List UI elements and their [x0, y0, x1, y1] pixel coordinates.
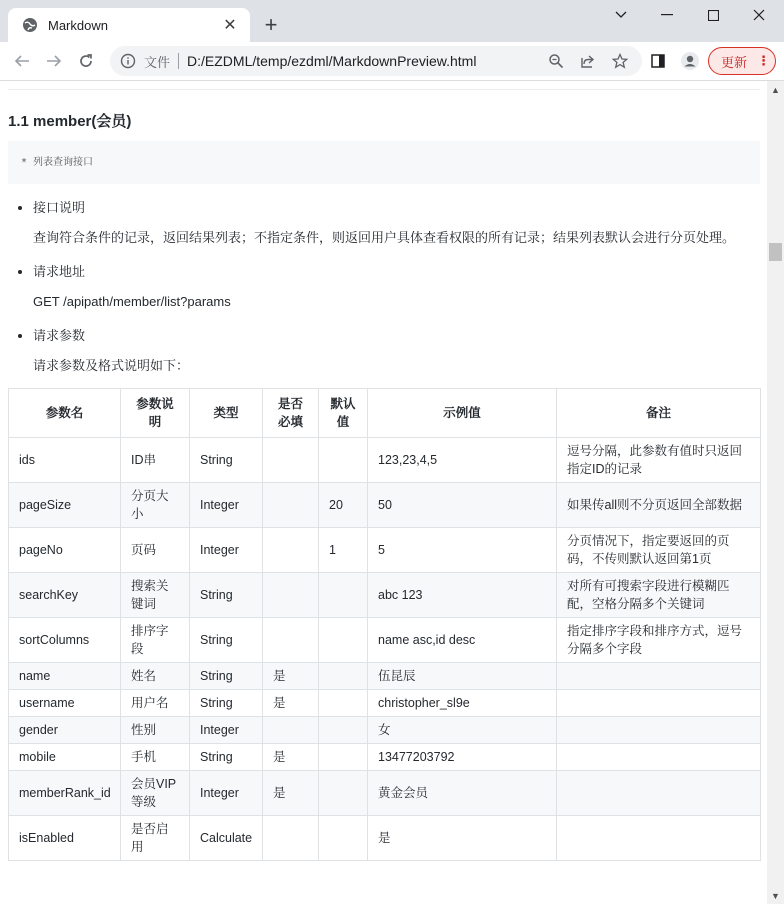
list-item-body: 请求参数及格式说明如下：	[33, 358, 190, 373]
cell-required: 是	[263, 744, 319, 771]
cell-remark: 逗号分隔，此参数有值时只返回指定ID的记录	[557, 438, 761, 483]
cell-default	[319, 816, 368, 861]
cell-remark	[557, 744, 761, 771]
cell-desc: 分页大小	[121, 483, 190, 528]
cell-required: 是	[263, 663, 319, 690]
cell-desc: 是否启用	[121, 816, 190, 861]
browser-toolbar	[0, 42, 784, 81]
tab-title: Markdown	[48, 17, 108, 33]
cell-required: 是	[263, 771, 319, 816]
cell-desc: 排序字段	[121, 618, 190, 663]
header-type: 类型	[190, 389, 263, 438]
cell-required	[263, 483, 319, 528]
omnibox-divider	[178, 53, 179, 69]
cell-type: Integer	[190, 771, 263, 816]
reload-icon[interactable]	[72, 47, 100, 75]
back-arrow-icon[interactable]	[8, 47, 36, 75]
cell-example: 13477203792	[368, 744, 557, 771]
cell-example: abc 123	[368, 573, 557, 618]
cell-type: Integer	[190, 483, 263, 528]
tab-strip	[0, 0, 784, 42]
bookmark-star-icon[interactable]	[610, 51, 630, 71]
table-row	[9, 573, 761, 618]
header-remark: 备注	[557, 389, 761, 438]
cell-name: username	[9, 690, 121, 717]
globe-icon	[22, 17, 38, 33]
cell-type: Integer	[190, 717, 263, 744]
cell-type: String	[190, 663, 263, 690]
section-title: 1.1 member(会员)	[8, 113, 132, 130]
table-row	[9, 438, 761, 483]
profile-avatar-icon[interactable]	[680, 51, 700, 71]
url-scheme-label: 文件	[144, 54, 171, 70]
cell-remark: 如果传all则不分页返回全部数据	[557, 483, 761, 528]
forward-arrow-icon[interactable]	[40, 47, 68, 75]
cell-required: 是	[263, 690, 319, 717]
cell-type: String	[190, 438, 263, 483]
cell-desc: 性别	[121, 717, 190, 744]
zoom-icon[interactable]	[546, 51, 566, 71]
code-block	[8, 141, 760, 184]
list-item-body: GET /apipath/member/list?params	[33, 294, 231, 309]
table-row	[9, 528, 761, 573]
markdown-content	[8, 81, 760, 861]
window-close-icon[interactable]	[736, 0, 782, 30]
cell-default	[319, 771, 368, 816]
cell-default	[319, 690, 368, 717]
table-row	[9, 483, 761, 528]
cell-remark	[557, 816, 761, 861]
update-button[interactable]	[708, 47, 776, 75]
cell-default	[319, 744, 368, 771]
cell-required	[263, 816, 319, 861]
page-viewport	[0, 81, 767, 904]
cell-type: String	[190, 690, 263, 717]
cell-required	[263, 528, 319, 573]
cell-desc: 用户名	[121, 690, 190, 717]
cell-example: 50	[368, 483, 557, 528]
cell-example: 123,23,4,5	[368, 438, 557, 483]
scrollbar-thumb[interactable]	[769, 243, 782, 261]
cell-remark	[557, 717, 761, 744]
cell-example: 5	[368, 528, 557, 573]
cell-type: String	[190, 618, 263, 663]
cell-remark: 指定排序字段和排序方式，逗号分隔多个字段	[557, 618, 761, 663]
cell-name: gender	[9, 717, 121, 744]
cell-example: name asc,id desc	[368, 618, 557, 663]
cell-default: 1	[319, 528, 368, 573]
table-row	[9, 690, 761, 717]
cell-default	[319, 717, 368, 744]
header-param-name: 参数名	[9, 389, 121, 438]
cell-desc: 姓名	[121, 663, 190, 690]
cell-type: Integer	[190, 528, 263, 573]
tab-close-icon[interactable]: ✕	[223, 17, 237, 34]
update-label: 更新	[721, 54, 748, 70]
list-item-description	[33, 196, 760, 248]
cell-default	[319, 618, 368, 663]
list-item-request-url	[33, 260, 760, 312]
list-item-head: • 请求参数	[33, 328, 86, 343]
list-item-head: • 请求地址	[33, 264, 86, 279]
cell-example: 伍昆辰	[368, 663, 557, 690]
list-item-body: 查询符合条件的记录，返回结果列表；不指定条件，则返回用户具体查看权限的所有记录；结果列表默认会进行分页处理。	[33, 230, 736, 245]
cell-example: 女	[368, 717, 557, 744]
cell-remark: 对所有可搜索字段进行模糊匹配，空格分隔多个关键词	[557, 573, 761, 618]
cell-name: sortColumns	[9, 618, 121, 663]
code-text: * 列表查询接口	[21, 157, 94, 168]
list-item-request-params	[33, 324, 760, 376]
cell-remark	[557, 663, 761, 690]
cell-required	[263, 618, 319, 663]
cell-name: pageSize	[9, 483, 121, 528]
cell-desc: 手机	[121, 744, 190, 771]
share-icon[interactable]	[578, 51, 598, 71]
list-item-head: • 接口说明	[33, 200, 86, 215]
table-header-row	[9, 389, 761, 438]
table-row	[9, 771, 761, 816]
cell-desc: 会员VIP等级	[121, 771, 190, 816]
cell-required	[263, 573, 319, 618]
header-required: 是否必填	[263, 389, 319, 438]
minimize-icon[interactable]	[644, 0, 690, 30]
table-row	[9, 744, 761, 771]
header-default: 默认值	[319, 389, 368, 438]
cell-remark	[557, 690, 761, 717]
cell-name: pageNo	[9, 528, 121, 573]
info-list	[8, 196, 760, 376]
cell-name: memberRank_id	[9, 771, 121, 816]
cell-name: searchKey	[9, 573, 121, 618]
params-table	[8, 388, 761, 861]
site-info-icon[interactable]	[120, 53, 136, 69]
new-tab-icon[interactable]: +	[264, 12, 278, 37]
tab-search-chevron-icon[interactable]	[598, 0, 644, 30]
cell-example: 是	[368, 816, 557, 861]
cell-example: christopher_sl9e	[368, 690, 557, 717]
vertical-scrollbar[interactable]	[767, 81, 784, 904]
cell-required	[263, 717, 319, 744]
cell-desc: 页码	[121, 528, 190, 573]
more-menu-icon[interactable]: ⋮	[757, 53, 771, 68]
previous-content-edge	[8, 81, 760, 90]
header-example: 示例值	[368, 389, 557, 438]
table-row	[9, 663, 761, 690]
cell-desc: ID串	[121, 438, 190, 483]
cell-default	[319, 663, 368, 690]
cell-default	[319, 438, 368, 483]
cell-remark	[557, 771, 761, 816]
scroll-up-arrow-icon[interactable]: ▲	[771, 84, 780, 95]
cell-desc: 搜索关键词	[121, 573, 190, 618]
maximize-icon[interactable]	[690, 0, 736, 30]
cell-type: Calculate	[190, 816, 263, 861]
side-panel-icon[interactable]	[648, 51, 668, 71]
cell-default	[319, 573, 368, 618]
cell-remark: 分页情况下，指定要返回的页码，不传则默认返回第1页	[557, 528, 761, 573]
table-row	[9, 717, 761, 744]
cell-default: 20	[319, 483, 368, 528]
cell-name: ids	[9, 438, 121, 483]
url-text[interactable]: D:/EZDML/temp/ezdml/MarkdownPreview.html	[187, 53, 477, 69]
tab-markdown[interactable]	[8, 8, 250, 42]
cell-type: String	[190, 744, 263, 771]
address-bar[interactable]	[110, 46, 642, 76]
header-param-desc: 参数说明	[121, 389, 190, 438]
cell-name: name	[9, 663, 121, 690]
scroll-down-arrow-icon[interactable]: ▼	[771, 890, 780, 901]
cell-example: 黄金会员	[368, 771, 557, 816]
cell-name: mobile	[9, 744, 121, 771]
table-row	[9, 816, 761, 861]
cell-name: isEnabled	[9, 816, 121, 861]
cell-required	[263, 438, 319, 483]
cell-type: String	[190, 573, 263, 618]
table-row	[9, 618, 761, 663]
